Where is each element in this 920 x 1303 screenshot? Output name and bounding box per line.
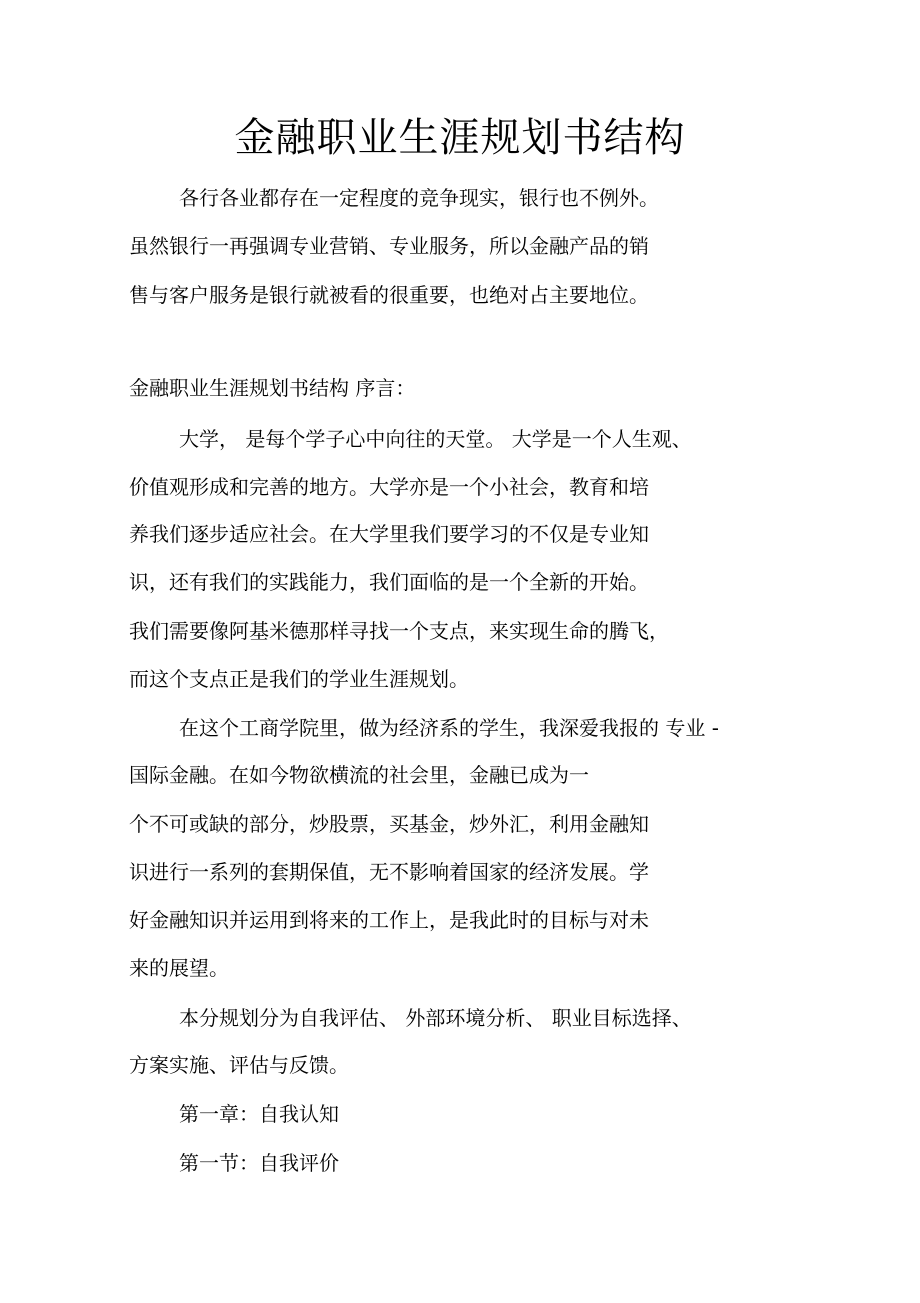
text-line: 我们需要像阿基米德那样寻找一个支点，来实现生命的腾飞， [129, 619, 669, 643]
text-line: 各行各业都存在一定程度的竞争现实，银行也不例外。 [179, 186, 659, 210]
section-heading: 金融职业生涯规划书结构 序言： [129, 376, 416, 400]
text-line: 而这个支点正是我们的学业生涯规划。 [129, 667, 469, 691]
section-heading: 第一节：自我评价 [179, 1151, 339, 1175]
text-line: 在这个工商学院里，做为经济系的学生，我深爱我报的 专业 - [179, 716, 719, 740]
text-line: 个不可或缺的部分，炒股票，买基金，炒外汇，利用金融知 [129, 812, 649, 836]
chapter-heading: 第一章：自我认知 [179, 1102, 339, 1126]
text-line: 国际金融。在如今物欲横流的社会里，金融已成为一 [129, 763, 589, 787]
text-line: 识，还有我们的实践能力，我们面临的是一个全新的开始。 [129, 570, 649, 594]
text-line: 售与客户服务是银行就被看的很重要，也绝对占主要地位。 [129, 283, 649, 307]
text-line: 虽然银行一再强调专业营销、专业服务，所以金融产品的销 [129, 234, 649, 258]
text-line: 价值观形成和完善的地方。大学亦是一个小社会，教育和培 [129, 475, 649, 499]
text-line: 方案实施、评估与反馈。 [129, 1053, 349, 1077]
text-line: 好金融知识并运用到将来的工作上，是我此时的目标与对未 [129, 908, 649, 932]
document-title: 金融职业生涯规划书结构 [234, 115, 686, 161]
text-line: 养我们逐步适应社会。在大学里我们要学习的不仅是专业知 [129, 522, 649, 546]
text-line: 来的展望。 [129, 956, 229, 980]
text-line: 本分规划分为自我评估、 外部环境分析、 职业目标选择、 [179, 1006, 692, 1030]
text-line: 大学， 是每个学子心中向往的天堂。 大学是一个人生观、 [179, 427, 692, 451]
text-line: 识进行一系列的套期保值，无不影响着国家的经济发展。学 [129, 860, 649, 884]
